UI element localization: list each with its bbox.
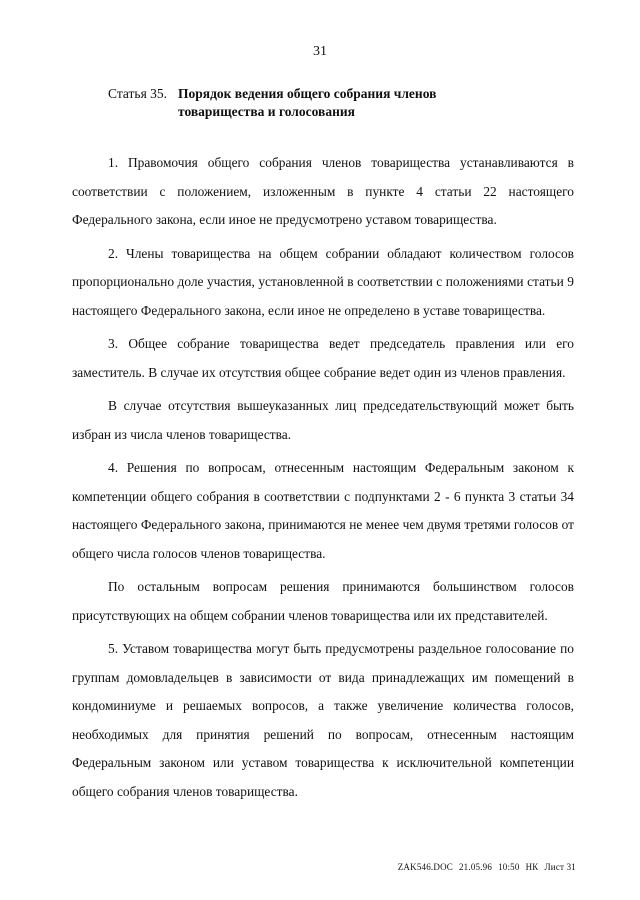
article-label: Статья 35. xyxy=(108,86,168,101)
footer-file: ZAK546.DOC xyxy=(397,862,453,872)
page-number: 31 xyxy=(313,44,327,59)
footer-time: 10:50 xyxy=(498,862,520,872)
paragraph-5: 5. Уставом товарищества могут быть предусмотрены раздельное голосование по группам домовладельцев в зависимости от вида принадлежащих им помещений в кондоминиуме и решаемых вопросов, а также увеличение количества голосов, необходимых для принятия решений по вопросам, отнесенным настоящим Федеральным законом или уставом товарищества к исключительной компетенции общего собрания членов товарищества. xyxy=(72,641,574,799)
paragraph-3-continuation: В случае отсутствия вышеуказанных лиц председательствующий может быть избран из числа членов товарищества. xyxy=(72,398,574,442)
paragraph-4-continuation: По остальным вопросам решения принимаются большинством голосов присутствующих на общем собрании членов товарищества или их представителей. xyxy=(72,579,574,623)
document-footer xyxy=(392,862,576,872)
article-heading xyxy=(108,85,568,121)
paragraph-3: 3. Общее собрание товарищества ведет председатель правления или его заместитель. В случае их отсутствия общее собрание ведет один из членов правления. xyxy=(72,336,574,380)
heading-line-1 xyxy=(108,85,568,103)
article-title-line-2: товарищества и голосования xyxy=(178,104,355,119)
article-title-line-1: Порядок ведения общего собрания членов xyxy=(178,86,437,101)
footer-date: 21.05.96 xyxy=(458,862,493,872)
paragraph-4: 4. Решения по вопросам, отнесенным настоящим Федеральным законом к компетенции общего собрания в соответствии с подпунктами 2 - 6 пункта 3 статьи 34 настоящего Федерального закона, принимаются не менее чем двумя третями голосов от общего числа голосов членов товарищества. xyxy=(72,460,574,561)
article-body xyxy=(72,149,574,811)
footer-sheet: Лист 31 xyxy=(544,862,576,872)
paragraph-1: 1. Правомочия общего собрания членов товарищества устанавливаются в соответствии с положением, изложенным в пункте 4 статьи 22 настоящего Федерального закона, если иное не предусмотрено уставом товарищества. xyxy=(72,155,574,227)
footer-initials: НК xyxy=(525,862,539,872)
paragraph-2: 2. Члены товарищества на общем собрании обладают количеством голосов пропорционально доле участия, установленной в соответствии с положениями статьи 9 настоящего Федерального закона, если иное не определено в уставе товарищества. xyxy=(72,245,574,318)
